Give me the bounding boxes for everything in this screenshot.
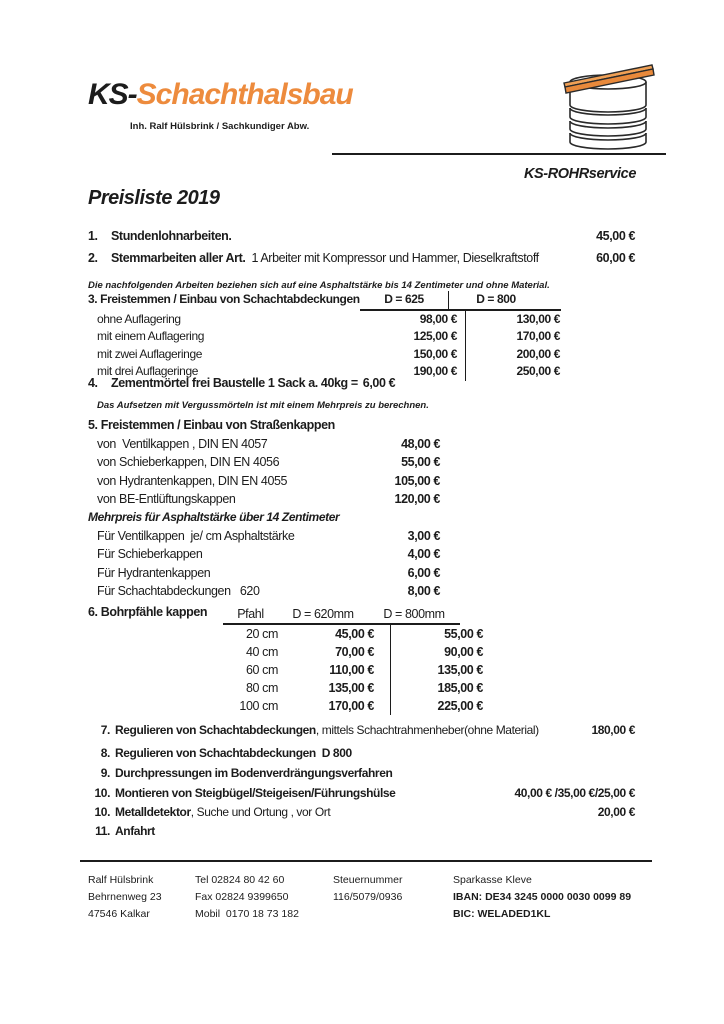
mehrpreis-header: Mehrpreis für Asphaltstärke über 14 Zentimeter [88, 510, 340, 524]
row-label: mit drei Auflageringe [97, 364, 198, 378]
shaft-rings-icon [556, 60, 664, 154]
pfahl-length: 60 cm [245, 663, 278, 677]
row-price: 48,00 € [401, 437, 440, 451]
footer-bank [453, 872, 631, 923]
price-d620: 45,00 € [335, 627, 374, 641]
item-label: Regulieren von Schachtabdeckungen [115, 723, 316, 737]
item-label: Anfahrt [115, 824, 155, 838]
item-label: Stemmarbeiten aller Art. [111, 251, 246, 265]
row-label: Für Schachtabdeckungen 620 [97, 584, 260, 599]
section5-header [88, 416, 440, 435]
column-header-pfahl: Pfahl [223, 605, 278, 625]
list-item [88, 564, 440, 582]
section6-header-row [223, 605, 498, 625]
price-d620: 70,00 € [335, 645, 374, 659]
item-label-detail: 1 Arbeiter mit Kompressor und Hammer, Dieselkraftstoff [251, 251, 539, 265]
bank-name: Sparkasse Kleve [453, 874, 532, 886]
item-price: 6,00 € [362, 376, 396, 390]
table-row [88, 346, 560, 364]
tax-label: Steuernummer [333, 874, 403, 886]
row-price: 120,00 € [394, 492, 440, 507]
item-price: 20,00 € [597, 805, 635, 819]
footer-address [88, 872, 162, 923]
price-item-1 [88, 228, 635, 244]
row-label: ohne Auflagering [97, 311, 181, 326]
row-label: Für Hydrantenkappen [97, 565, 211, 580]
row-price: 105,00 € [394, 473, 440, 488]
item-price: 40,00 € /35,00 €/25,00 € [514, 786, 635, 800]
item-price: 45,00 € [596, 229, 635, 243]
contact-city: 47546 Kalkar [88, 908, 150, 920]
row-price: 6,00 € [407, 565, 440, 580]
phone-fax: Fax 02824 9399650 [195, 891, 289, 903]
pfahl-length: 80 cm [245, 681, 278, 695]
price-d800: 185,00 € [390, 679, 498, 697]
mehrpreis-list [88, 508, 440, 601]
pfahl-length: 40 cm [245, 645, 278, 659]
price-d625: 98,00 € [419, 311, 457, 326]
list-item [88, 453, 440, 471]
price-item-2 [88, 250, 635, 266]
price-item-7 [88, 722, 635, 738]
item-number: 1. [88, 229, 98, 243]
price-d800: 135,00 € [390, 661, 498, 679]
row-label: Für Ventilkappen je/ cm Asphaltstärke [97, 529, 295, 543]
contact-name: Ralf Hülsbrink [88, 874, 154, 886]
price-d800: 55,00 € [390, 625, 498, 643]
item-label: Metalldetektor [115, 805, 191, 819]
tax-number: 116/5079/0936 [333, 891, 403, 903]
note-asphalt: Die nachfolgenden Arbeiten beziehen sich auf eine Asphaltstärke bis 14 Zentimeter und ohne Material. [88, 280, 550, 291]
price-d620: 135,00 € [328, 681, 374, 695]
price-item-4 [88, 375, 635, 391]
price-item-11 [88, 823, 635, 839]
section5-list [88, 416, 440, 509]
brand-logo-text [88, 78, 353, 112]
page-title: Preisliste 2019 [88, 187, 220, 209]
item-price: 180,00 € [591, 723, 635, 737]
section-title: Bohrpfähle kappen [100, 605, 208, 619]
footer-phone [195, 872, 299, 923]
table-row [223, 661, 498, 679]
section-number: 6. [88, 605, 98, 619]
row-label: von BE-Entlüftungskappen [97, 492, 236, 507]
price-item-8 [88, 745, 635, 761]
item-number: 7. [100, 723, 110, 737]
section-number: 5. [88, 418, 98, 432]
price-d800: 170,00 € [465, 328, 592, 346]
price-item-10-metalldetektor [88, 804, 635, 820]
price-d800: 250,00 € [465, 363, 592, 381]
row-label: Für Schieberkappen [97, 547, 203, 562]
header-divider [332, 153, 666, 155]
pfahl-length: 20 cm [245, 627, 278, 641]
pfahl-length: 100 cm [239, 699, 278, 713]
section3-header-row [88, 291, 550, 311]
item-number: 9. [100, 766, 110, 780]
price-d800: 90,00 € [390, 643, 498, 661]
phone-tel: Tel 02824 80 42 60 [195, 874, 285, 886]
item-label: Montieren von Steigbügel/Steigeisen/Führungshülse [115, 786, 396, 800]
item-label: Stundenlohnarbeiten. [111, 229, 232, 243]
table-row [88, 328, 560, 346]
item-number: 11. [95, 824, 110, 838]
section3-table [88, 291, 560, 381]
table-row [223, 625, 498, 643]
bank-iban: IBAN: DE34 3245 0000 0030 0099 89 [453, 891, 632, 903]
row-price: 4,00 € [407, 547, 440, 562]
table-row [223, 697, 498, 715]
price-d620: 170,00 € [328, 699, 374, 713]
section-title: Freistemmen / Einbau von Schachtabdeckungen [100, 292, 360, 306]
table-row [223, 643, 498, 661]
item-number: 2. [88, 251, 98, 265]
section-number: 3. [88, 292, 98, 306]
contact-street: Behrnenweg 23 [88, 891, 162, 903]
list-item [88, 490, 440, 508]
row-price: 3,00 € [407, 529, 440, 543]
item-price: 60,00 € [596, 251, 635, 265]
row-label: von Ventilkappen , DIN EN 4057 [97, 437, 268, 451]
bank-bic: BIC: WELADED1KL [453, 908, 551, 920]
list-item [88, 527, 440, 545]
price-d620: 110,00 € [329, 663, 374, 677]
shaft-rings-logo [556, 60, 664, 154]
column-header-d625: D = 625 [360, 291, 448, 311]
brand-name: Schachthalsbau [136, 78, 353, 111]
list-item [88, 545, 440, 563]
price-item-10-montieren [88, 785, 635, 801]
column-header-d620: D = 620mm [278, 605, 368, 625]
item-number: 10. [94, 786, 110, 800]
item-label: Zementmörtel frei Baustelle 1 Sack a. 40kg = [111, 376, 358, 390]
row-label: von Schieberkappen, DIN EN 4056 [97, 455, 280, 470]
item-label: Durchpressungen im Bodenverdrängungsverfahren [115, 766, 393, 780]
row-label: von Hydrantenkappen, DIN EN 4055 [97, 473, 288, 488]
column-header-d800: D = 800mm [368, 605, 460, 625]
section6-header [88, 605, 207, 619]
item-label-detail: , Suche und Ortung , vor Ort [190, 805, 331, 819]
table-row [88, 311, 560, 329]
row-price: 8,00 € [407, 584, 440, 599]
brand-prefix: KS- [88, 78, 137, 111]
item-label: Regulieren von Schachtabdeckungen D 800 [115, 746, 352, 760]
service-label: KS-ROHRservice [523, 166, 636, 182]
footer-divider [80, 860, 652, 862]
price-item-9 [88, 765, 635, 781]
item-number: 4. [88, 376, 98, 390]
row-label: mit einem Auflagering [97, 329, 204, 343]
section-title: Freistemmen / Einbau von Straßenkappen [100, 418, 335, 432]
list-item [88, 472, 440, 490]
price-d800: 130,00 € [465, 311, 592, 329]
item-number: 10. [94, 805, 110, 819]
price-d800: 225,00 € [390, 697, 498, 715]
price-d625: 125,00 € [413, 329, 457, 343]
list-item [88, 435, 440, 453]
brand-subtitle: Inh. Ralf Hülsbrink / Sachkundiger Abw. [130, 121, 310, 132]
item-number: 8. [100, 746, 110, 760]
table-row [223, 679, 498, 697]
note-verguss: Das Aufsetzen mit Vergussmörteln ist mit einem Mehrpreis zu berechnen. [97, 400, 429, 411]
row-price: 55,00 € [401, 455, 440, 470]
list-item [88, 582, 440, 600]
price-d800: 200,00 € [465, 346, 592, 364]
row-label: mit zwei Auflageringe [97, 346, 202, 361]
item-label-detail: , mittels Schachtrahmenheber(ohne Material) [315, 723, 539, 737]
footer-tax [333, 872, 402, 906]
price-d625: 150,00 € [413, 346, 457, 361]
phone-mobile: Mobil 0170 18 73 182 [195, 908, 299, 920]
price-d625: 190,00 € [413, 364, 457, 378]
column-header-d800: D = 800 [448, 291, 561, 311]
